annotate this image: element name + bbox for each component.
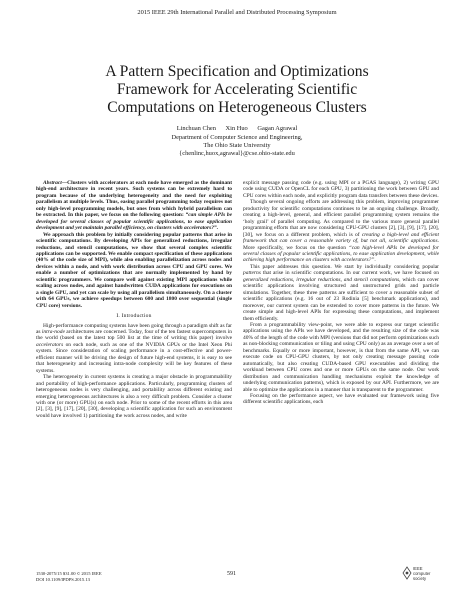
author-university: The Ohio State University: [203, 141, 271, 149]
right-column: [243, 180, 439, 406]
computer-society-logo: [402, 565, 444, 587]
paper-title: [40, 63, 434, 117]
ieee-diamond-icon: [402, 565, 412, 587]
footer-issn: 1530-2075/15 $31.00 © 2015 IEEE: [36, 571, 102, 576]
body-paragraph: The heterogeneity in current systems is creating a major obstacle in programmability and portability of high-performance applications. Particularly, programming clusters of heterogeneous nodes is very challenging, and portability across different existing and emerging heterogeneous architectures is also a very difficult problem. Consider a cluster with one (or more) GPU(s) on each node. Prior to some of the recent efforts in this area [2], [3], [9], [17], [20], [30], developing a scientific application for such an environment would have involved 1) partitioning the work across nodes, and write: [36, 374, 232, 419]
body-paragraph: From a programmability view-point, we were able to express our target scientific applications using the APIs we have developed, and the resulting size of the code was 40% of the length of the code with MPI (versions that did not perform optimizations such as non-blocking communication or tiling and using CPU only) as an average over a set of benchmarks. Equally or more important, however, is that from the same API, we can execute code on CPU-GPU clusters, by not only creating message passing code automatically, but also creating CUDA-based GPU executables and dividing the workload between CPU cores and one or more GPUs on the same node. Our work distribution and communication handling mechanisms exploit the knowledge of underlying communication patterns), which is exposed by our API. Furthermore, we are able to optimize the applications in a manner that is transparent to the programmer.: [243, 321, 439, 393]
conference-header: 2015 IEEE 29th International Parallel and Distributed Processing Symposium: [137, 9, 337, 16]
title-line-3: Computations on Heterogeneous Clusters: [107, 99, 367, 116]
section-title: I. Introduction: [116, 313, 152, 320]
author-block: [130, 125, 344, 158]
title-line-2: Framework for Accelerating Scientific: [116, 81, 358, 98]
body-paragraph: explicit message passing code (e.g. using MPI or a PGAS language), 2) writing GPU code using CUDA or OpenCL for each GPU, 3) partitioning the work between GPU and CPU cores within each node, and explicitly program data transfers between these devices.: [243, 180, 439, 199]
author-department: Department of Computer Science and Engineering,: [171, 133, 303, 141]
body-paragraph: Though several ongoing efforts are addressing this problem, improving programmer productivity for scientific computations continues to be an ongoing challenge. Broadly, creating a high-level, general, and efficient parallel programming system remains the ‘holy grail’ of parallel computing. As compared to the various more general parallel programming efforts that are now considering CPU-GPU clusters [2], [3], [9], [17], [20], [30], we focus on a different problem, which is of creating a high-level and efficient framework that can cover a reasonable variety of, but not all, scientific applications. More specifically, we focus on the question “can high-level APIs be developed for several classes of popular scientific applications, to ease application development, while achieving high performance on clusters with accelerators?”.: [243, 199, 440, 264]
author-email: {chenlinc,huox,agrawal}@cse.ohio-state.edu: [179, 149, 295, 157]
logo-text: IEEE computer society: [413, 566, 431, 581]
author-name: Gagan Agrawal: [257, 125, 298, 132]
abstract-label: Abstract: [43, 180, 62, 186]
page-number: 591: [227, 571, 236, 577]
author-names: [130, 125, 344, 133]
title-line-1: A Pattern Specification and Optimizations: [105, 63, 369, 80]
left-column: [36, 180, 232, 419]
body-paragraph: Focusing on the performance aspect, we have evaluated our framework using five different scientific applications, each: [243, 392, 439, 406]
abstract-paragraph: We approach this problem by initially considering popular patterns that arise in scientific computations. By developing APIs for generalized reductions, irregular reductions, and stencil computations, we show that several complex scientific applications can be supported. We enable compact specification of these applications (40% of the code size of MPI), while also enabling parallelization across nodes and devices within a node, and with work distribution across CPU and GPU cores. We enable a number of optimizations that are normally implemented by hand by scientific programmers. We compare well against existing MPI applications while scaling across nodes, and against handwritten CUDA applications for executions on a single GPU, and yet can scale by using all parallelism simultaneously. On a cluster with 64 GPUs, we achieve speedups between 600 and 1800 over sequential (single CPU core) versions.: [36, 231, 232, 309]
body-paragraph: High-performance computing systems have been going through a paradigm shift as far as intra-node architectures are concerned. Today, four of the ten fastest supercomputers in the world (based on the latest top 500 list at the time of writing this paper) involve accelerators on each node, such as one of the NVIDIA GPUs or the Intel Xeon Phi system. Since consideration of scaling performance in a cost-effective and power-efficient manner will be driving the design of future high-end systems, it is easy to see that heterogeneity and increasing intra-node complexity will be key features of these systems.: [36, 322, 233, 374]
abstract-paragraph: Abstract—Clusters with accelerators at each node have emerged as the dominant high-end architecture in recent years. Such systems can be extremely hard to program because of the underlying heterogeneity and the need for exploiting parallelism at multiple levels. Thus, easing parallel programming today requires not only high-level programming models, but ones from which hybrid parallelism can be extracted. In this paper, we focus on the following question: “can simple APIs be developed for several classes of popular scientific applications, to ease application development and yet maintain parallel efficiency, on clusters with accelerators?”.: [36, 180, 233, 232]
author-name: Linchuan Chen: [176, 125, 216, 132]
author-name: Xin Huo: [225, 125, 248, 132]
footer-copyright: [36, 571, 102, 583]
footer-doi: DOI 10.1109/IPDPS.2015.13: [36, 577, 90, 582]
body-paragraph: This paper addresses this question. We start by individually considering popular patterns that arise in scientific computations. In our current work, we have focused on generalized reductions, irregular reductions, and stencil computations, which can cover scientific applications involving structured and unstructured grids and particle simulations. Together, these three patterns are sufficient to cover a reasonable subset of scientific applications (e.g. 16 out of 23 Rodinia [5] benchmark applications), and moreover, our current system can be extended to cover more patterns in the future. We create simple and high-level APIs for expressing these computations, and implement them efficiently.: [243, 263, 439, 322]
